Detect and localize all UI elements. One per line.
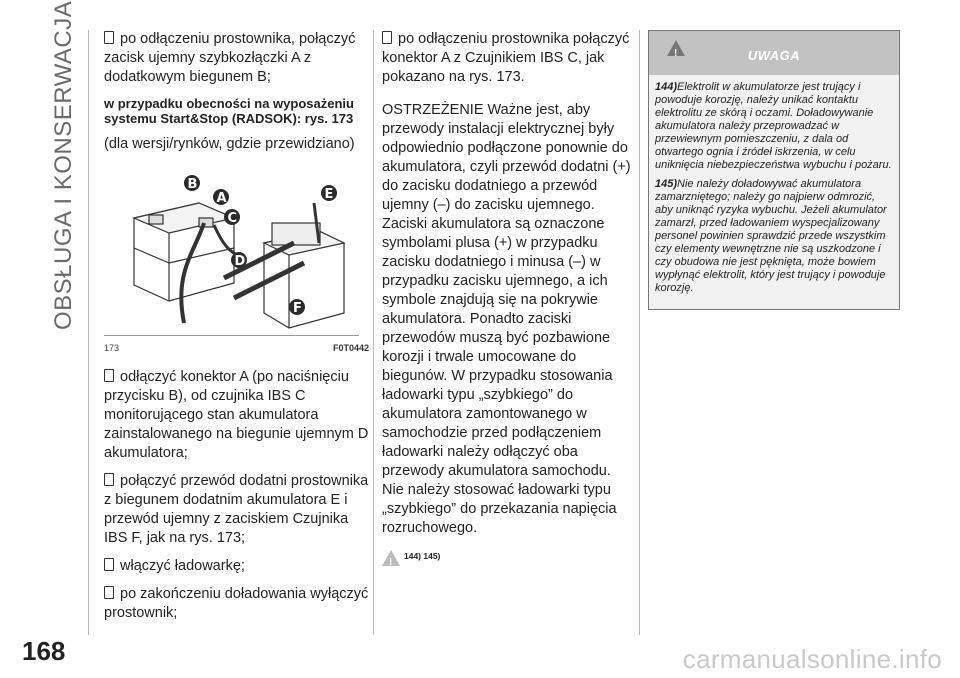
- column-divider: [88, 30, 89, 635]
- checkbox-bullet-icon: [104, 558, 114, 571]
- checkbox-bullet-icon: [104, 31, 114, 44]
- checkbox-bullet-icon: [382, 31, 392, 44]
- figure-label: C: [227, 211, 238, 226]
- checkbox-bullet-icon: [104, 473, 114, 486]
- list-item: po odłączeniu prostownika, połączyć zacisk ujemny szybkozłączki A z dodatkowym biegunem B;: [104, 31, 356, 85]
- list-item: po odłączeniu prostownika połączyć konektor A z Czujnikiem IBS C, jak pokazano na rys. 173.: [382, 31, 630, 85]
- watermark: carmanualsonline.info: [682, 644, 942, 674]
- figure-label: F: [293, 301, 302, 316]
- column-divider: [373, 30, 374, 635]
- caution-title: UWAGA: [747, 48, 801, 63]
- warning-triangle-icon: !: [667, 40, 685, 56]
- caution-header: [649, 31, 899, 75]
- figure-label: D: [234, 254, 246, 269]
- column-2: [382, 30, 632, 566]
- battery-figure: [104, 163, 359, 336]
- caution-item: 144)Elektrolit w akumulatorze jest trujący i powoduje korozję, należy unikać kontaktu elektrolitu ze skórą i oczami. Doładowywanie akumulatora należy przeprowadzać w przewiewnym pomieszczeniu, z dala od otwartego ognia i źródeł iskrzenia, w celu uniknięcia niebezpieczeństwa wybuchu i pożaru.: [655, 81, 892, 171]
- warning-paragraph: OSTRZEŻENIE Ważne jest, aby przewody instalacji elektrycznej były odpowiednio podłączone ponownie do akumulatora, czyli przewód dodatni (+) do zacisku dodatniego a przewód ujemny (–) do zacisku ujemnego. Zaciski akumulatora są oznaczone symbolami plusa (+) w przypadku zacisku dodatniego i minusa (–) w przypadku zacisku ujemnego, a ich symbole znajdują się na pokrywie akumulatora. Ponadto zaciski przewodów muszą być pozbawione korozji i trwale umocowane do biegunów. W przypadku stosowania ładowarki typu „szybkiego” do akumulatora zamontowanego w samochodzie przed podłączeniem ładowarki należy odłączyć oba przewody akumulatora samochodu. Nie należy stosować ładowarki typu „szybkiego” do przekazania napięcia rozruchowego.: [382, 102, 631, 536]
- section-title: OBSŁUGA I KONSERWACJA: [50, 0, 77, 330]
- caution-box: [648, 30, 900, 310]
- figure-label: A: [216, 191, 227, 206]
- list-item: po zakończeniu doładowania wyłączyć prostownik;: [104, 586, 369, 621]
- checkbox-bullet-icon: [104, 586, 114, 599]
- caution-number: 145): [655, 178, 678, 190]
- column-divider: [639, 30, 640, 635]
- figure-label: E: [324, 187, 334, 202]
- list-item: włączyć ładowarkę;: [104, 557, 369, 576]
- caution-item: 145)Nie należy doładowywać akumulatora zamarzniętego; należy go najpierw odmrozić, aby uniknąć ryzyka wybuchu. Jeżeli akumulator zamarzł, przed ładowaniem wyspecjalizowany personel powinien sprawdzić przede wszystkim czy elementy wewnętrzne nie są uszkodzone i czy obudowa nie jest pęknięta, może bowiem wypłynąć elektrolit, który jest trujący i powoduje korozję.: [655, 178, 887, 294]
- list-item: połączyć przewód dodatni prostownika z biegunem dodatnim akumulatora E i przewód ujemny z zaciskiem Czujnika IBS F, jak na rys. 173;: [104, 473, 369, 546]
- warning-refs: 144) 145): [404, 551, 441, 561]
- section-heading: w przypadku obecności na wyposażeniu systemu Start&Stop (RADSOK): rys. 173: [104, 96, 354, 126]
- figure-number: 173: [104, 343, 120, 353]
- battery-illustration: [104, 163, 359, 335]
- caution-number: 144): [655, 81, 678, 93]
- page-number: 168: [22, 636, 66, 666]
- checkbox-bullet-icon: [104, 369, 114, 382]
- column-1: [104, 30, 369, 632]
- figure-code: F0T0442: [332, 343, 369, 353]
- figure-label: B: [187, 177, 198, 192]
- figure-caption: [104, 339, 369, 358]
- warning-triangle-icon: !: [382, 550, 400, 566]
- warning-reference: [382, 547, 632, 566]
- list-item: odłączyć konektor A (po naciśnięciu przycisku B), od czujnika IBS C monitorującego stan akumulatora zainstalowanego na biegunie ujemnym D akumulatora;: [104, 369, 369, 461]
- note: (dla wersji/rynków, gdzie przewidziano): [104, 136, 355, 152]
- caution-body: [649, 75, 899, 309]
- column-3: [648, 30, 900, 310]
